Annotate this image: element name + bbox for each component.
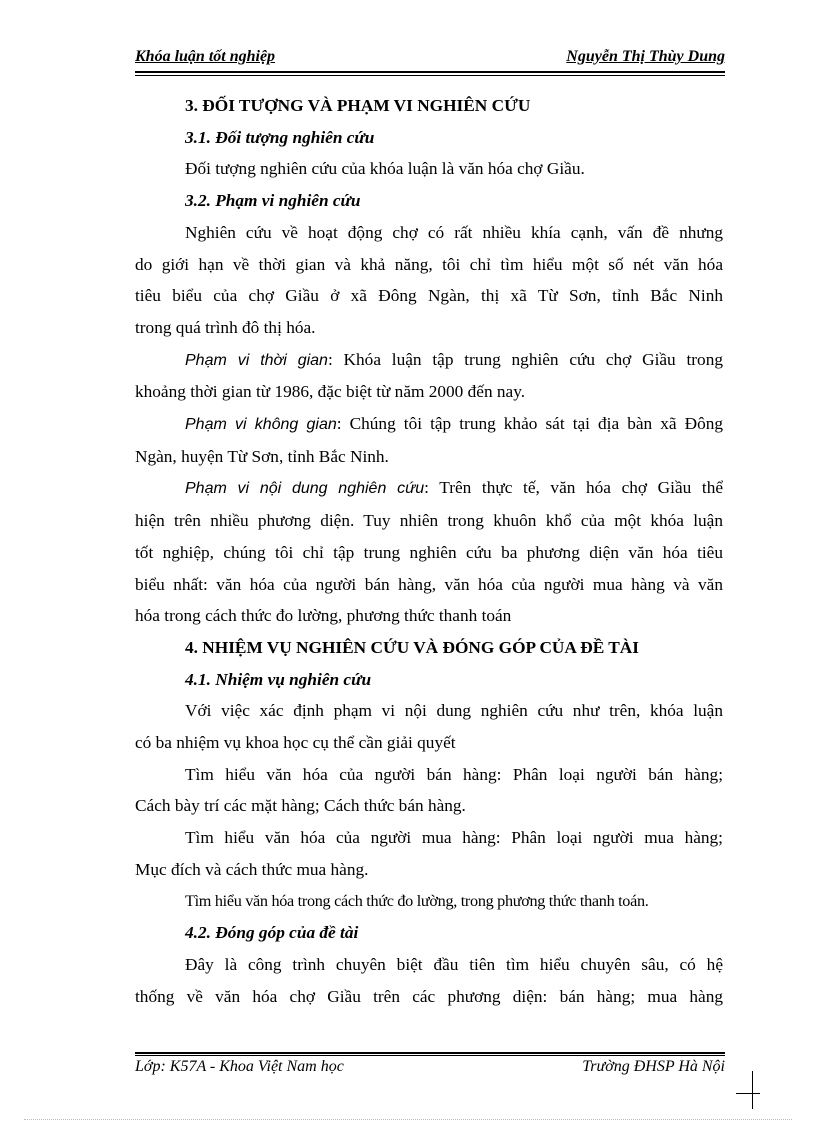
crop-mark-horizontal [736, 1093, 760, 1094]
footer-rule [135, 1052, 725, 1054]
paragraph-line: có ba nhiệm vụ khoa học cụ thể cần giải quyết [135, 733, 456, 753]
page-footer [135, 1052, 725, 1082]
paragraph-text: : Trên thực tế, văn hóa chợ Giầu thể [424, 478, 724, 498]
paragraph-line: thống về văn hóa chợ Giầu trên các phương diện: bán hàng; mua hàng [135, 986, 723, 1006]
paragraph-line: Đây là công trình chuyên biệt đầu tiên tìm hiểu chuyên sâu, có hệ [185, 954, 723, 974]
section-heading-4: 4. NHIỆM VỤ NGHIÊN CỨU VÀ ĐÓNG GÓP CỦA ĐỀ TÀI [185, 637, 639, 657]
paragraph-line: hóa trong cách thức đo lường, phương thức thanh toán [135, 606, 512, 626]
paragraph-line: Tìm hiểu văn hóa của người bán hàng: Phân loại người bán hàng; [185, 764, 723, 784]
paragraph-line [135, 408, 723, 441]
footer-right-text: Trường ĐHSP Hà Nội [582, 1058, 725, 1075]
paragraph-line: Nghiên cứu về hoạt động chợ có rất nhiều khía cạnh, vấn đề nhưng [185, 222, 723, 242]
section-heading-3: 3. ĐỐI TƯỢNG VÀ PHẠM VI NGHIÊN CỨU [185, 96, 531, 115]
paragraph-line [135, 344, 723, 377]
scope-time-label: Phạm vi thời gian [185, 351, 328, 369]
paragraph-line: hiện trên nhiều phương diện. Tuy nhiên trong khuôn khổ của một khóa luận [135, 511, 723, 531]
header-right-text: Nguyễn Thị Thùy Dung [566, 48, 725, 65]
paragraph-line: trong quá trình đô thị hóa. [135, 317, 316, 337]
paragraph-line: tốt nghiệp, chúng tôi chỉ tập trung nghiên cứu ba phương diện văn hóa tiêu [135, 542, 723, 562]
crop-mark-vertical [752, 1071, 753, 1109]
paragraph-line: tiêu biểu của chợ Giầu ở xã Đông Ngàn, thị xã Từ Sơn, tỉnh Bắc Ninh [135, 286, 723, 306]
paragraph-line: Đối tượng nghiên cứu của khóa luận là văn hóa chợ Giầu. [185, 159, 585, 179]
subsection-heading-3-1: 3.1. Đối tượng nghiên cứu [185, 127, 375, 147]
page-header [135, 44, 725, 72]
page-edge-divider [24, 1119, 792, 1120]
paragraph-line: Tìm hiểu văn hóa trong cách thức đo lường, trong phương thức thanh toán. [185, 891, 649, 910]
paragraph-line: khoảng thời gian từ 1986, đặc biệt từ năm 2000 đến nay. [135, 382, 526, 402]
header-rule-thin [135, 75, 725, 76]
paragraph-line: Cách bày trí các mặt hàng; Cách thức bán hàng. [135, 796, 466, 816]
paragraph-line: do giới hạn về thời gian và khả năng, tôi chỉ tìm hiểu một số nét văn hóa [135, 254, 723, 274]
paragraph-line [135, 472, 723, 505]
paragraph-line: Ngàn, huyện Từ Sơn, tỉnh Bắc Ninh. [135, 446, 389, 466]
footer-left-text: Lớp: K57A - Khoa Việt Nam học [135, 1058, 344, 1075]
footer-rule-thin [135, 1055, 725, 1056]
paragraph-line: biểu nhất: văn hóa của người bán hàng, văn hóa của người mua hàng và văn [135, 574, 723, 594]
paragraph-line: Mục đích và cách thức mua hàng. [135, 859, 369, 879]
body-content [135, 90, 723, 1012]
scope-content-label: Phạm vi nội dung nghiên cứu [185, 480, 425, 498]
paragraph-line: Tìm hiểu văn hóa của người mua hàng: Phân loại người mua hàng; [185, 828, 723, 848]
header-left-text: Khóa luận tốt nghiệp [135, 48, 276, 65]
paragraph-text: : Chúng tôi tập trung khảo sát tại địa bàn xã Đông [336, 414, 724, 434]
scope-space-label: Phạm vi không gian [185, 416, 337, 434]
subsection-heading-4-2: 4.2. Đóng góp của đề tài [185, 923, 359, 943]
subsection-heading-3-2: 3.2. Phạm vi nghiên cứu [185, 191, 361, 211]
paragraph-line: Với việc xác định phạm vi nội dung nghiên cứu như trên, khóa luận [185, 701, 723, 721]
header-rule [135, 71, 725, 73]
paragraph-text: : Khóa luận tập trung nghiên cứu chợ Giầu trong [327, 349, 723, 369]
subsection-heading-4-1: 4.1. Nhiệm vụ nghiên cứu [185, 669, 372, 689]
